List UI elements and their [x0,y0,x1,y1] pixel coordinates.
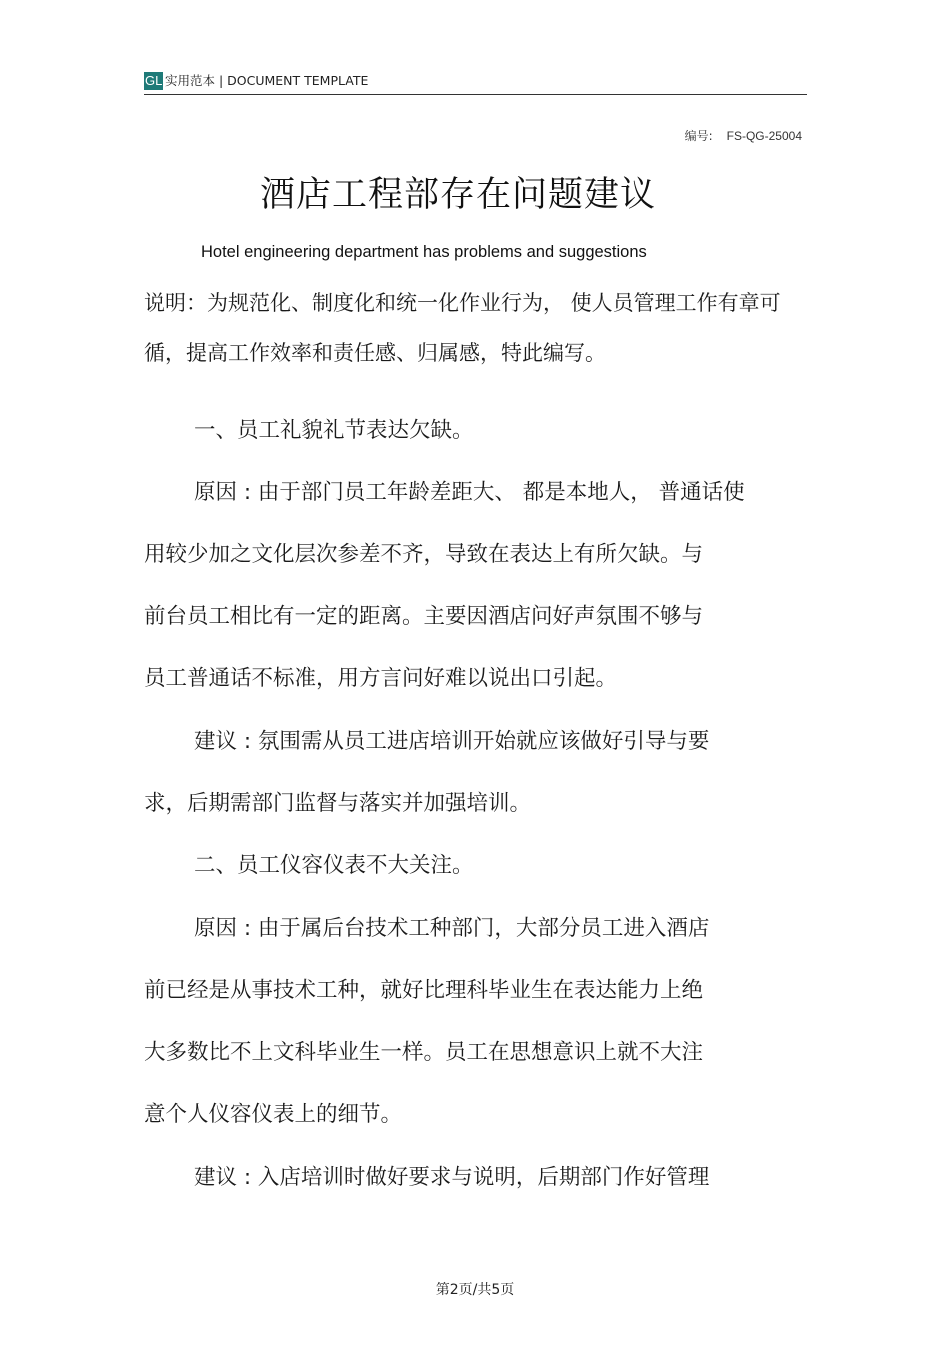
document-number-value: FS-QG-25004 [726,129,802,143]
document-subtitle: Hotel engineering department has problems and suggestions [201,243,647,261]
section-2-reason-line-2: 前已经是从事技术工种，就好比理科毕业生在表达能力上绝 [144,978,704,1003]
section-2-reason-line-3: 大多数比不上文科毕业生一样。员工在思想意识上就不大注 [144,1040,704,1065]
header-title: 实用范本 | DOCUMENT TEMPLATE [165,73,369,88]
section-1-suggestion-line-1: 建议 : 氛围需从员工进店培训开始就应该做好引导与要 [194,729,710,754]
section-1-reason-line-1: 原因 : 由于部门员工年龄差距大、 都是本地人， 普通话使 [194,480,745,505]
section-1-reason-line-3: 前台员工相比有一定的距离。主要因酒店问好声氛围不够与 [144,604,704,629]
intro-line-1: 说明：为规范化、制度化和统一化作业行为， 使人员管理工作有章可 [144,291,781,315]
section-1-suggestion-line-2: 求，后期需部门监督与落实并加强培训。 [144,791,532,816]
section-2-reason-line-4: 意个人仪容仪表上的细节。 [144,1102,403,1127]
document-number [685,127,802,144]
page-header [144,70,807,95]
section-2-heading: 二、员工仪容仪表不大关注。 [194,853,474,878]
brand-badge: GL [145,73,163,88]
section-1-heading: 一、员工礼貌礼节表达欠缺。 [194,418,474,443]
section-1-reason-line-4: 员工普通话不标准，用方言问好难以说出口引起。 [144,666,618,691]
document-title: 酒店工程部存在问题建议 [259,175,656,215]
section-2-reason-line-1: 原因 : 由于属后台技术工种部门，大部分员工进入酒店 [194,916,710,941]
section-2-suggestion-line-1: 建议 : 入店培训时做好要求与说明，后期部门作好管理 [194,1165,710,1190]
page-footer: 第2页/共5页 [435,1282,515,1298]
section-1-reason-line-2: 用较少加之文化层次参差不齐，导致在表达上有所欠缺。与 [144,542,704,567]
document-number-label: 编号: [684,129,713,143]
intro-line-2: 循，提高工作效率和责任感、归属感，特此编写。 [144,341,606,365]
